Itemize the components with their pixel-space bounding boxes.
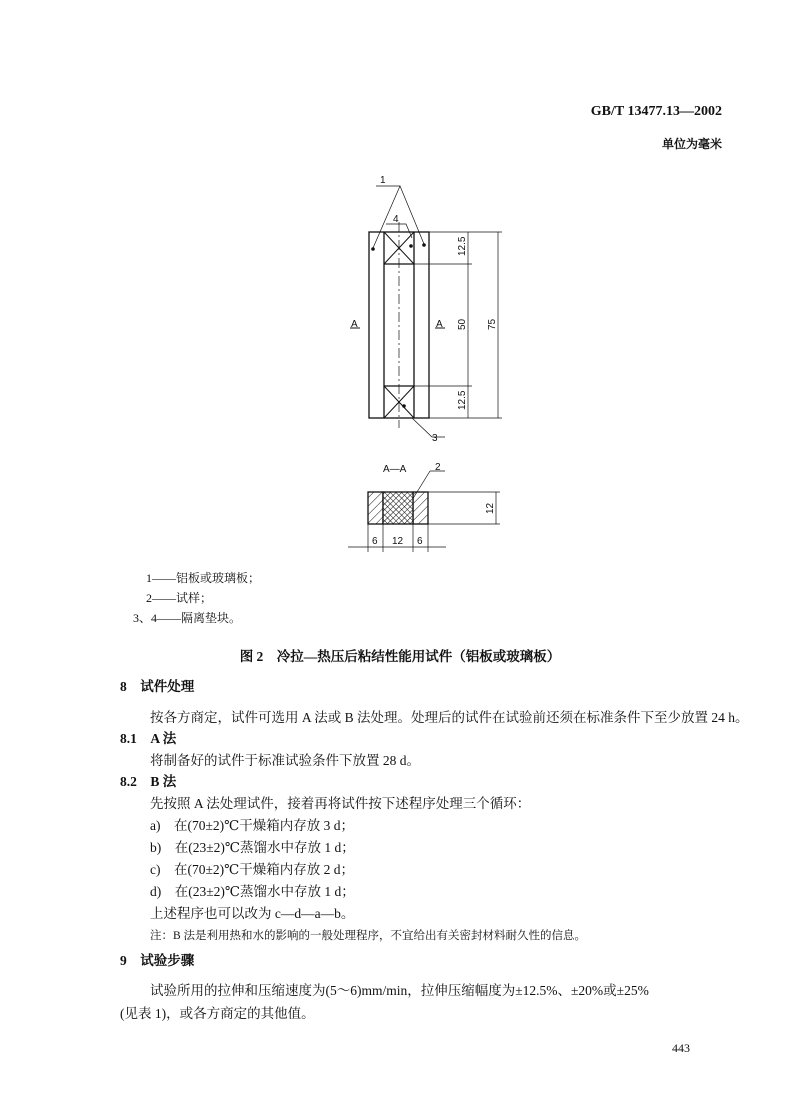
page-number: 443 [672, 1041, 690, 1055]
dim-top: 12.5 [457, 236, 468, 256]
section-8-2-text: 先按照 A 法处理试件，接着再将试件按下述程序处理三个循环： [150, 796, 531, 811]
procedure-alternative: 上述程序也可以改为 c—d—a—b。 [150, 906, 355, 921]
specimen-section [383, 492, 413, 524]
procedure-step: c) 在(70±2)℃干燥箱内存放 2 d； [150, 862, 354, 877]
dim-middle: 50 [457, 318, 468, 330]
dim-total: 75 [487, 318, 498, 330]
legend-item: 1——铝板或玻璃板； [146, 571, 261, 585]
unit-note: 单位为毫米 [661, 137, 722, 151]
standard-code: GB/T 13477.13—2002 [590, 104, 722, 119]
callout-2: 2 [435, 462, 441, 473]
dim-thickness: 12 [485, 502, 496, 514]
section-9-text-cont: (见表 1)，或各方商定的其他值。 [120, 1006, 315, 1021]
dim-right: 6 [417, 536, 423, 547]
dim-bottom: 12.5 [457, 390, 468, 410]
callout-3: 3 [432, 433, 438, 444]
figure-caption: 图 2 冷拉—热压后粘结性能用试件（铝板或玻璃板） [239, 649, 561, 664]
note: 注：B 法是利用热和水的影响的一般处理程序，不宜给出有关密封材料耐久性的信息。 [150, 930, 587, 942]
section-8-1-heading: 8.1 A 法 [120, 731, 177, 746]
section-mark-left: A [351, 319, 358, 330]
callout-1: 1 [380, 175, 386, 186]
section-8-heading: 8 试件处理 [120, 679, 195, 694]
procedure-step: b) 在(23±2)℃蒸馏水中存放 1 d； [150, 840, 355, 855]
legend-item: 3、4——隔离垫块。 [133, 611, 242, 625]
section-9-heading: 9 试验步骤 [120, 953, 195, 968]
section-9-text: 试验所用的拉伸和压缩速度为(5～6)mm/min，拉伸压缩幅度为±12.5%、±20%或±25% [150, 983, 649, 998]
section-mark-right: A [436, 319, 443, 330]
section-8-1-text: 将制备好的试件于标准试验条件下放置 28 d。 [150, 753, 420, 768]
procedure-step: a) 在(70±2)℃干燥箱内存放 3 d； [150, 818, 354, 833]
legend-item: 2——试样； [146, 591, 213, 605]
section-title: A—A [383, 464, 407, 475]
section-8-text: 按各方商定，试件可选用 A 法或 B 法处理。处理后的试件在试验前还须在标准条件下至少放置 24 h。 [150, 710, 749, 725]
section-8-2-heading: 8.2 B 法 [120, 774, 177, 789]
callout-4: 4 [393, 214, 399, 225]
dim-center: 12 [392, 536, 404, 547]
dim-left: 6 [372, 536, 378, 547]
procedure-step: d) 在(23±2)℃蒸馏水中存放 1 d； [150, 884, 355, 899]
